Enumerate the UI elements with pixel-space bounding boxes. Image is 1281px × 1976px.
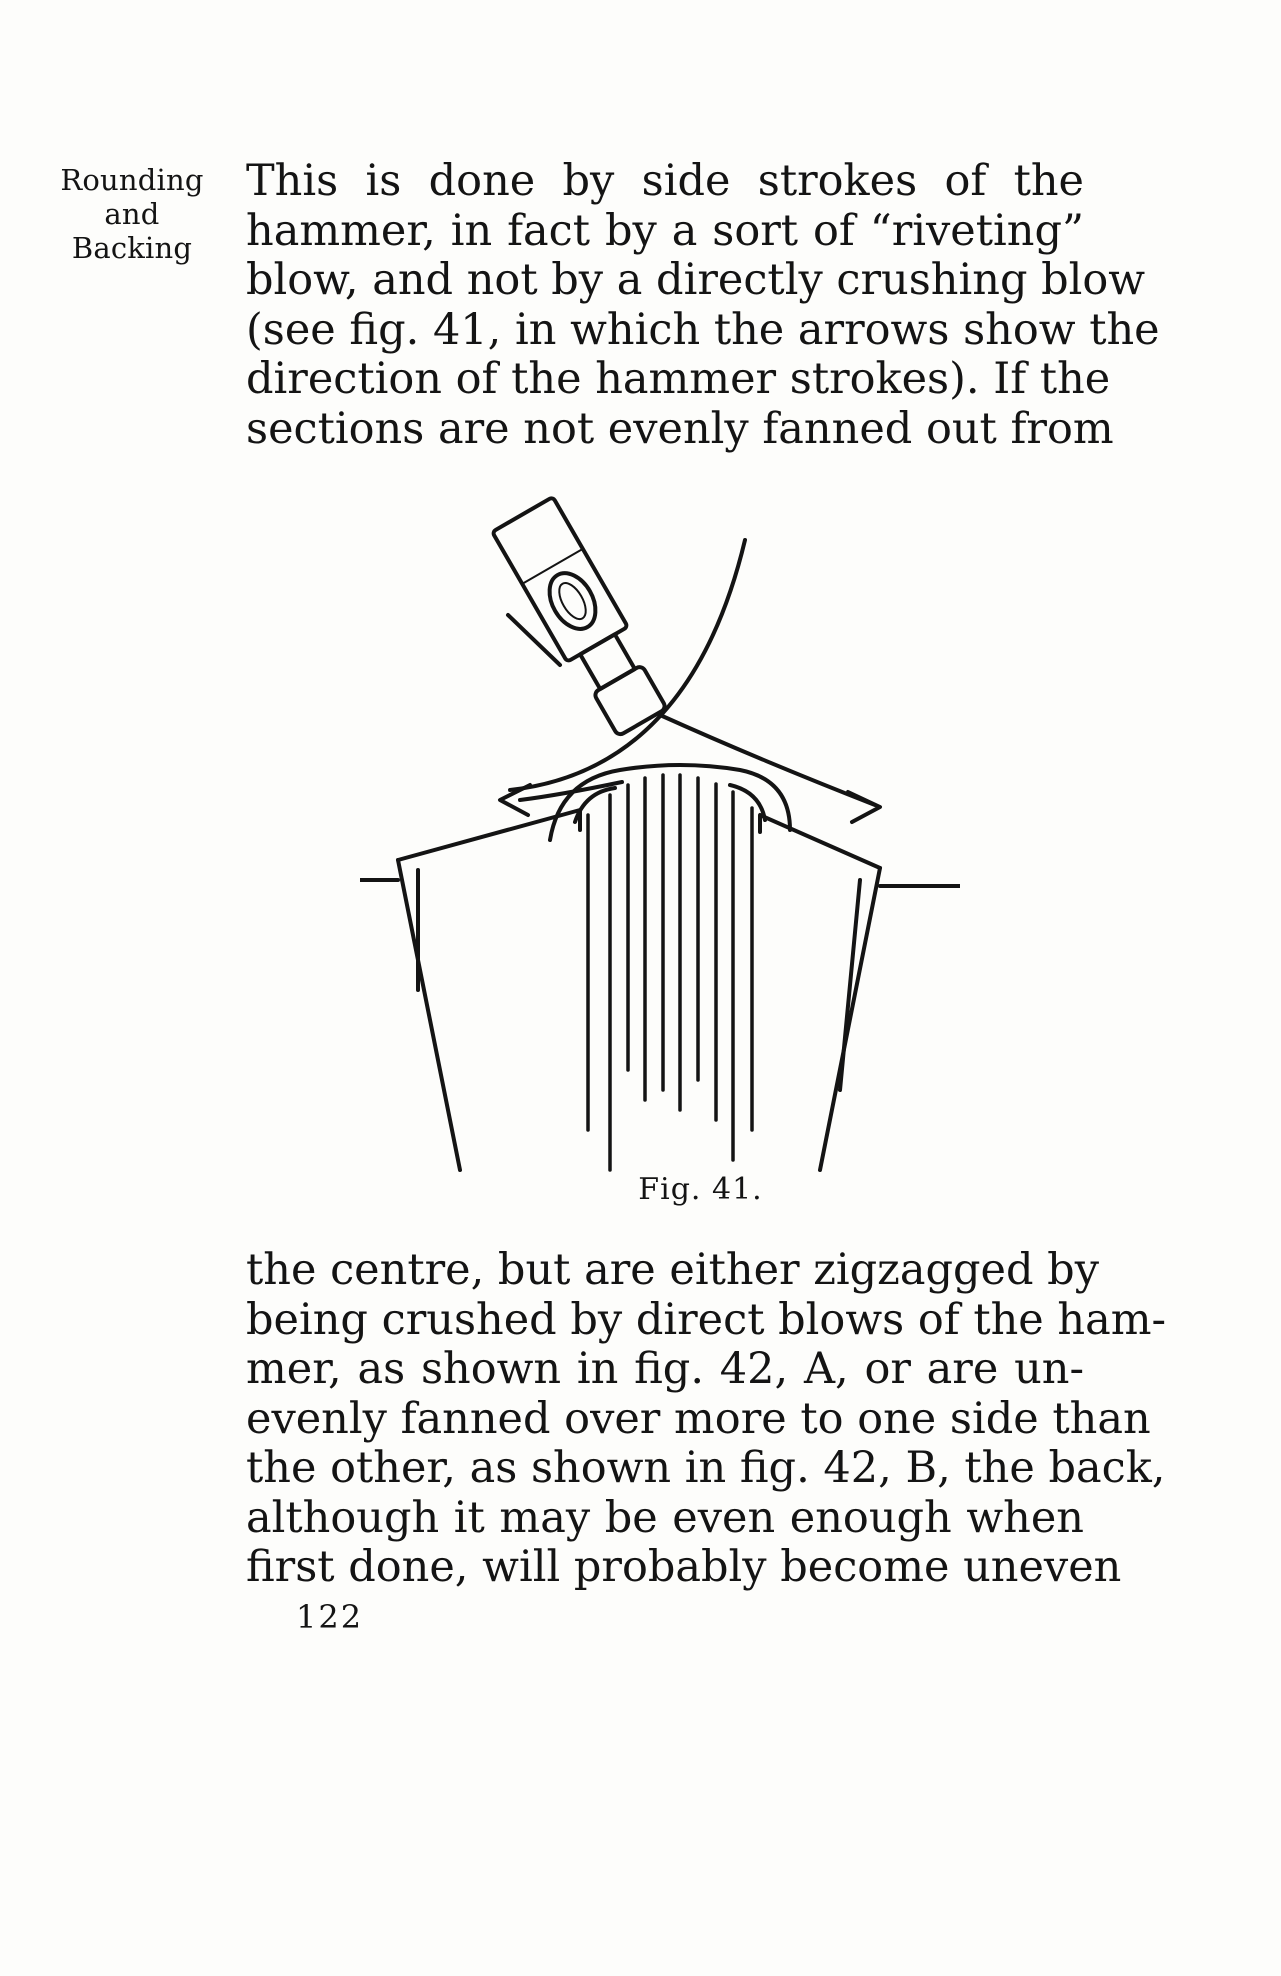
text-line: although it may be even enough when	[246, 1492, 1084, 1543]
hammer-icon	[492, 497, 673, 740]
figure-41	[360, 470, 960, 1190]
paragraph-bottom	[246, 1245, 1167, 1593]
margin-note-line: Backing	[71, 231, 193, 265]
text-line: first done, will probably become uneven	[246, 1542, 1122, 1592]
hammer-backing-illustration-icon	[360, 470, 960, 1190]
text-line: sections are not evenly fanned out from	[246, 403, 1114, 454]
text-line: mer, as shown in fig. 42, A, or are un-	[246, 1344, 1084, 1394]
paragraph-top	[246, 156, 1160, 454]
margin-note-line: and	[104, 197, 160, 231]
text-line: the centre, but are either zigzagged by	[246, 1245, 1099, 1295]
text-line: being crushed by direct blows of the ham-	[246, 1294, 1167, 1345]
text-line: This is done by side strokes of the	[246, 156, 1084, 206]
text-line: evenly fanned over more to one side than	[246, 1393, 1151, 1444]
page-number: 122	[296, 1598, 364, 1636]
text-line: blow, and not by a directly crushing blow	[246, 255, 1146, 305]
text-line: direction of the hammer strokes). If the	[246, 354, 1111, 404]
text-line: the other, as shown in fig. 42, B, the back,	[246, 1443, 1166, 1493]
figure-caption: Fig. 41.	[638, 1172, 763, 1207]
margin-note-line: Rounding	[60, 163, 204, 197]
margin-note	[48, 163, 216, 265]
text-line: (see fig. 41, in which the arrows show the	[246, 304, 1160, 355]
text-line: hammer, in fact by a sort of “riveting”	[246, 205, 1084, 256]
